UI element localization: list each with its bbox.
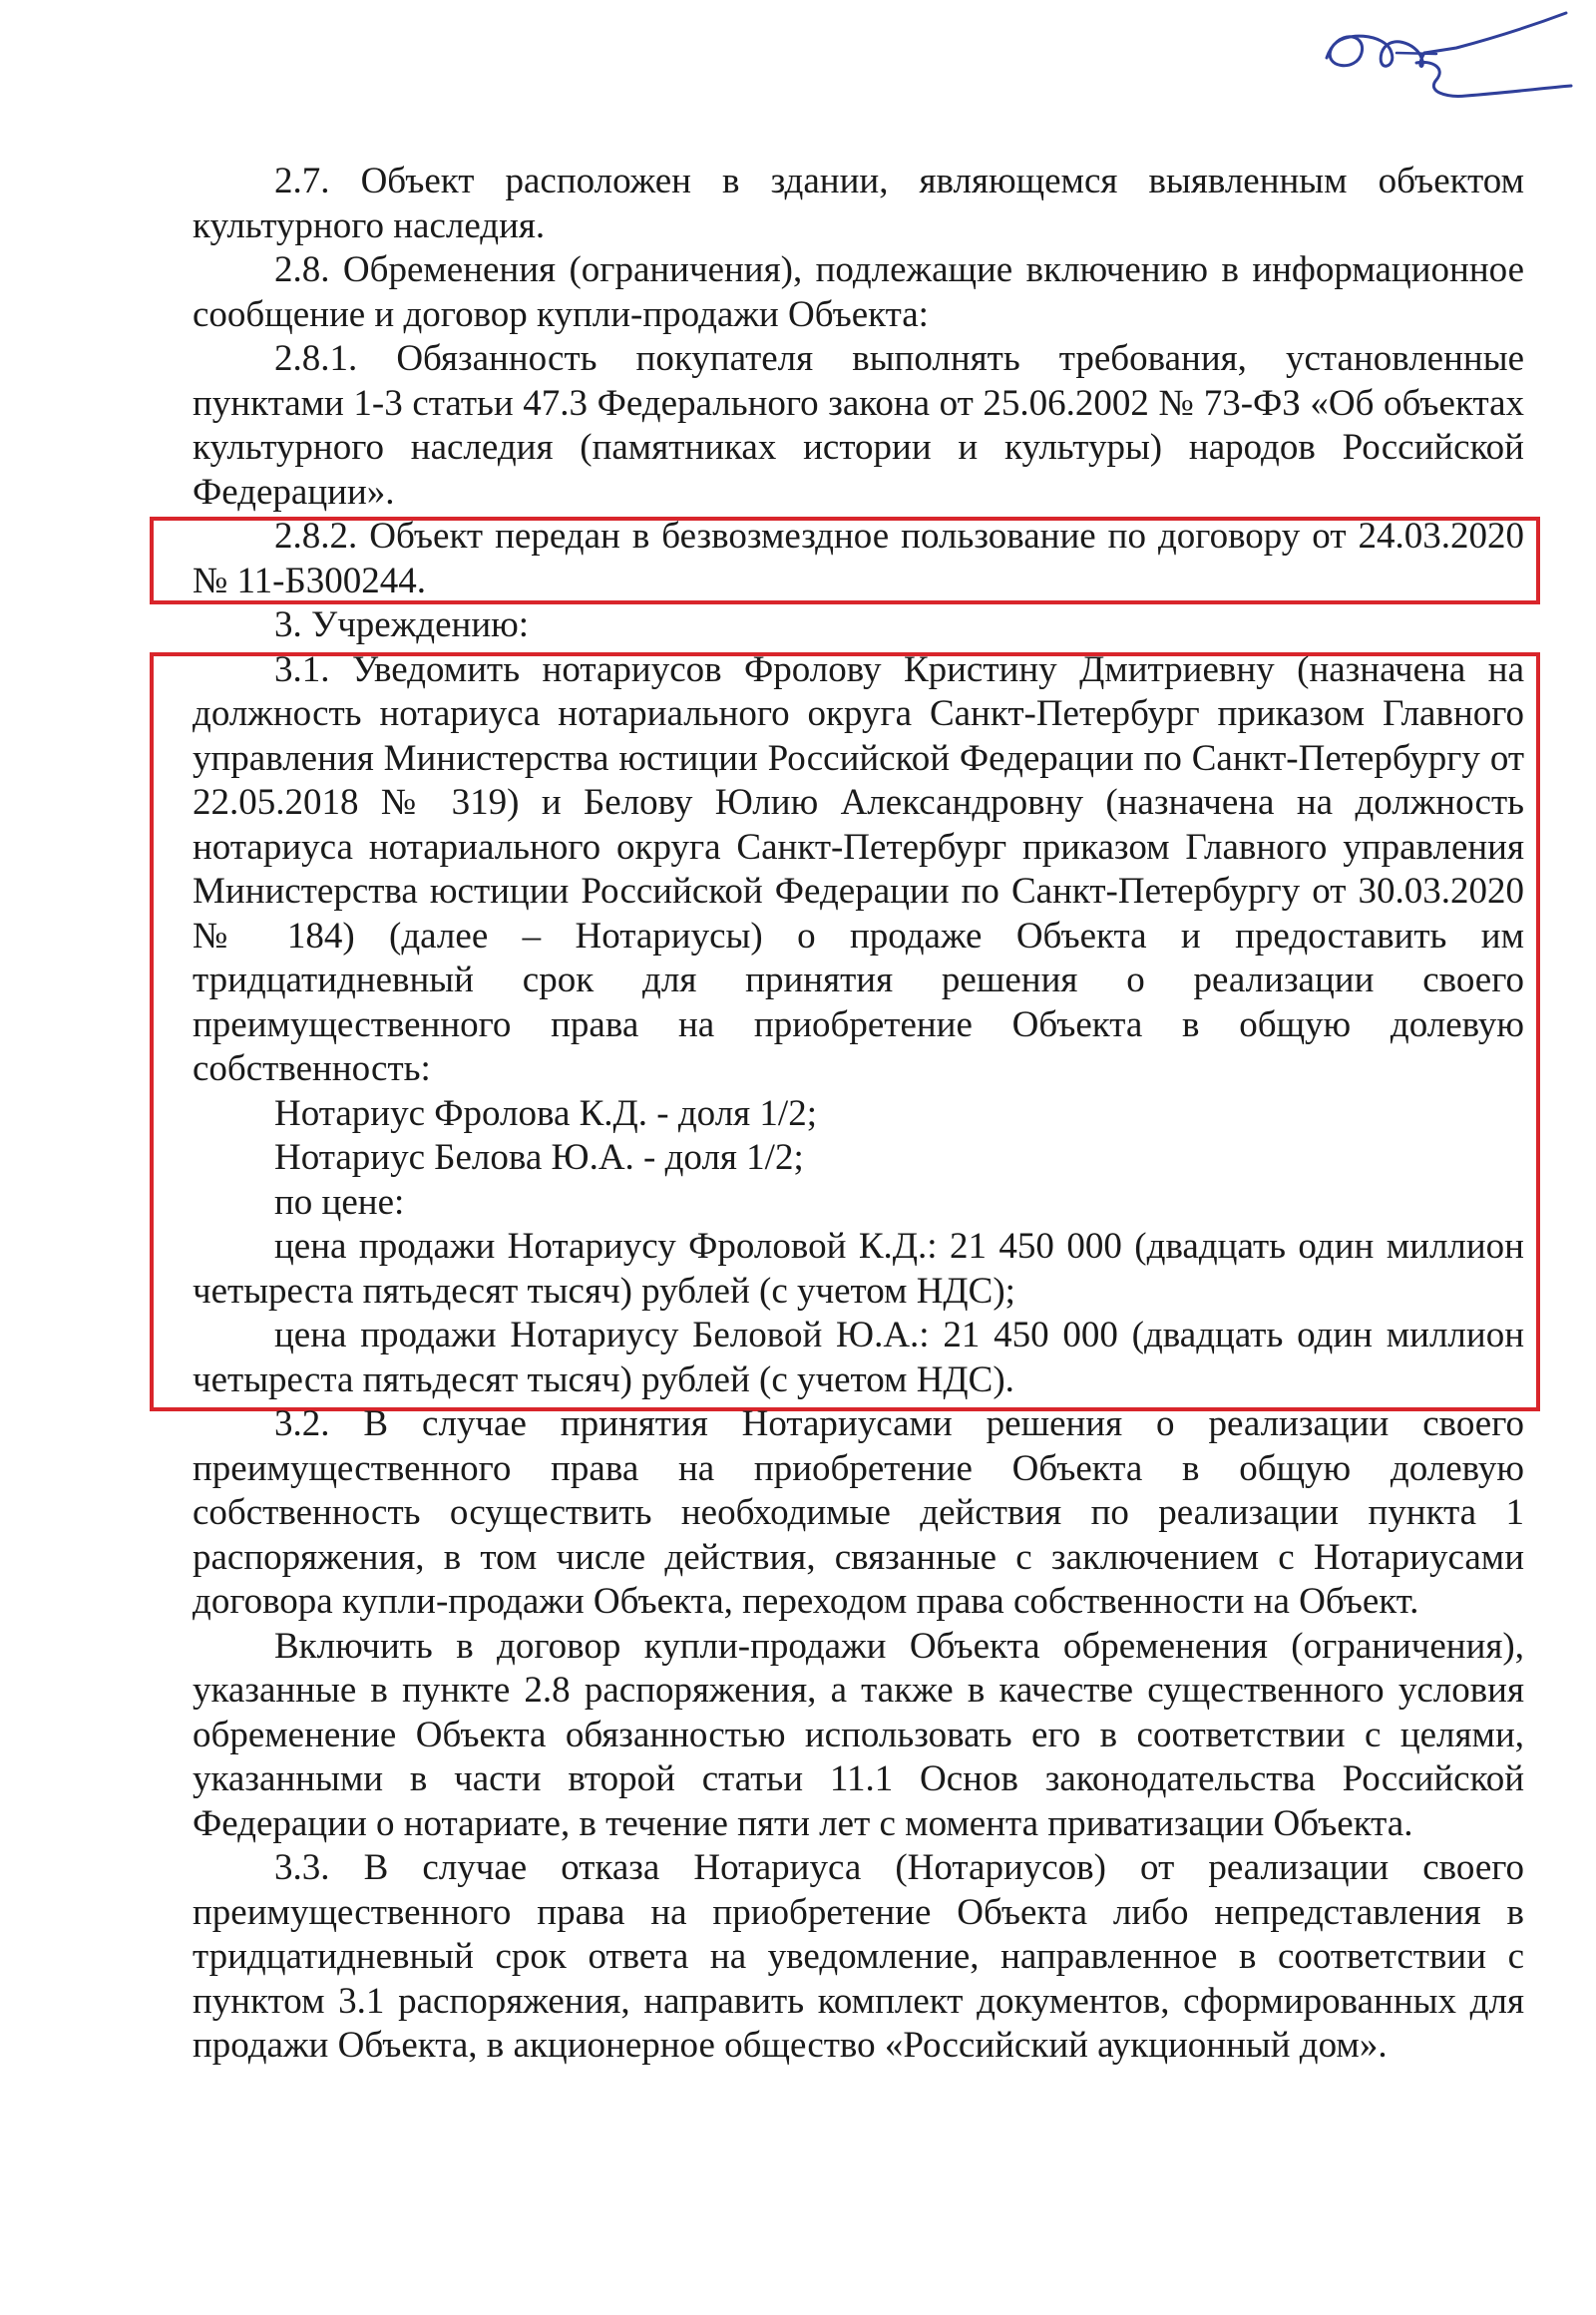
paragraph-2-7: 2.7. Объект расположен в здании, являющемся выявленным объектом культурного наследия.: [193, 161, 1524, 246]
paragraph-2-8: 2.8. Обременения (ограничения), подлежащие включению в информационное сообщение и договор купли-продажи Объекта:: [193, 249, 1524, 335]
share-belova: Нотариус Белова Ю.А. - доля 1/2;: [274, 1137, 804, 1178]
paragraph-2-8-2: 2.8.2. Объект передан в безвозмездное пользование по договору от 24.03.2020 № 11-Б300244.: [193, 516, 1524, 601]
document-body: [193, 160, 1524, 2069]
paragraph-3-3: 3.3. В случае отказа Нотариуса (Нотариусов) от реализации своего преимущественного права на приобретение Объекта либо непредставления в тридцатидневный срок ответа на уведомление, направленное в соответствии с пунктом 3.1 распоряжения, направить комплект документов, сформированных для продажи Объекта, в акционерное общество «Российский аукционный дом».: [193, 1847, 1524, 2066]
paragraph-2-8-1: 2.8.1. Обязанность покупателя выполнять требования, установленные пунктами 1-3 статьи 47.3 Федерального закона от 25.06.2002 № 73-ФЗ «Об объектах культурного наследия (памятниках истории и культуры) народов Российской Федерации».: [193, 338, 1524, 513]
paragraph-3: 3. Учреждению:: [274, 604, 530, 645]
price-frolova: цена продажи Нотариусу Фроловой К.Д.: 21 450 000 (двадцать один миллион четыреста пятьдесят тысяч) рублей (с учетом НДС);: [193, 1226, 1524, 1312]
price-belova: цена продажи Нотариусу Беловой Ю.А.: 21 450 000 (двадцать один миллион четыреста пятьдесят тысяч) рублей (с учетом НДС).: [193, 1315, 1524, 1400]
price-label: по цене:: [274, 1181, 405, 1223]
signature-mark: [1297, 8, 1576, 108]
paragraph-3-1: 3.1. Уведомить нотариусов Фролову Кристину Дмитриевну (назначена на должность нотариуса нотариального округа Санкт-Петербург приказом Главного управления Министерства юстиции Российской Федерации по Санкт-Петербургу от 22.05.2018 № 319) и Белову Юлию Александровну (назначена на должность нотариуса нотариального округа Санкт-Петербург приказом Главного управления Министерства юстиции Российской Федерации по Санкт-Петербургу от 30.03.2020 № 184) (далее – Нотариусы) о продаже Объекта и предоставить им тридцатидневный срок для принятия решения о реализации своего преимущественного права на приобретение Объекта в общую долевую собственность:: [193, 648, 1524, 1089]
paragraph-3-2: 3.2. В случае принятия Нотариусами решения о реализации своего преимущественного права на приобретение Объекта в общую долевую собственность осуществить необходимые действия по реализации пункта 1 распоряжения, в том числе действия, связанные с заключением с Нотариусами договора купли-продажи Объекта, переходом права собственности на Объект.: [193, 1403, 1524, 1622]
paragraph-3-2-inclusion: Включить в договор купли-продажи Объекта обременения (ограничения), указанные в пункте 2.8 распоряжения, а также в качестве существенного условия обременение Объекта обязанностью использовать его в соответствии с целями, указанными в части второй статьи 11.1 Основ законодательства Российской Федерации о нотариате, в течение пяти лет с момента приватизации Объекта.: [193, 1625, 1524, 1844]
share-frolova: Нотариус Фролова К.Д. - доля 1/2;: [274, 1092, 817, 1134]
